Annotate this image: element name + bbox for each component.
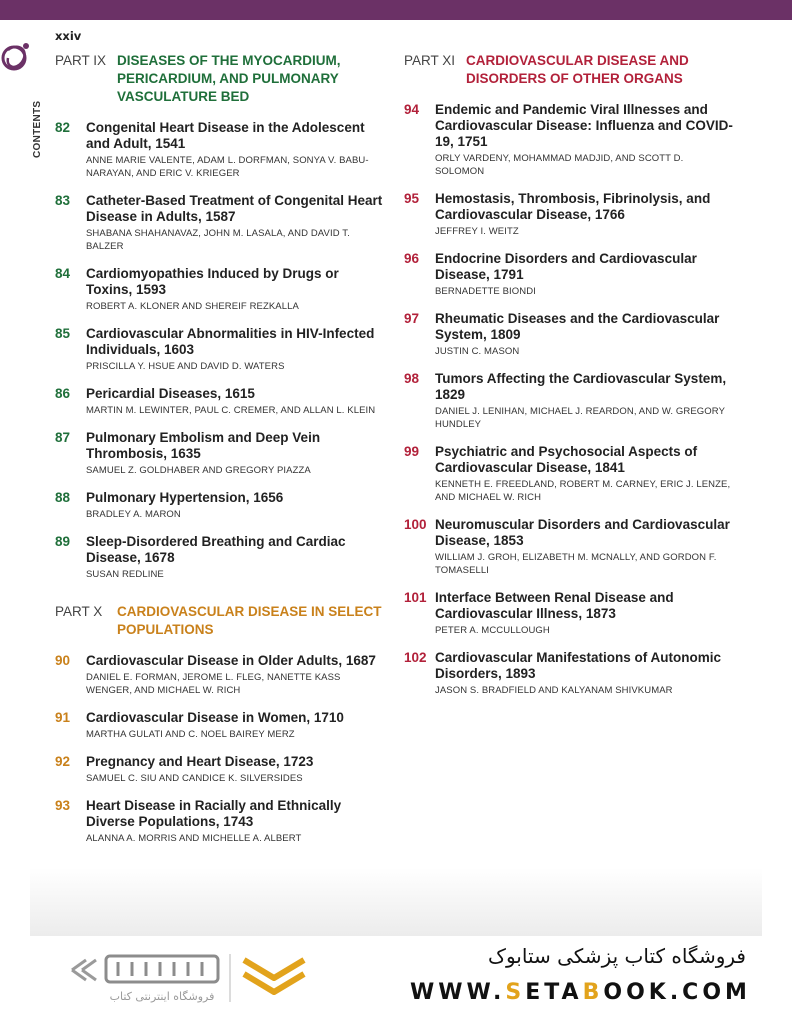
- chapter-authors: DANIEL J. LENIHAN, MICHAEL J. REARDON, AND W. GREGORY HUNDLEY: [435, 406, 725, 430]
- part-label: PART XI: [404, 53, 456, 68]
- chapter-authors: SHABANA SHAHANAVAZ, JOHN M. LASALA, AND DAVID T. BALZER: [86, 228, 350, 252]
- chapter-authors: ORLY VARDENY, MOHAMMAD MADJID, AND SCOTT D. SOLOMON: [435, 153, 684, 177]
- chapter-number: 89: [55, 534, 71, 549]
- toc-entry[interactable]: [55, 534, 385, 581]
- part-ix-header: [55, 52, 385, 106]
- top-color-bar: [0, 0, 792, 20]
- setabook-logo-icon: [62, 948, 312, 1008]
- chapter-number: 84: [55, 266, 71, 281]
- chapter-number: 94: [404, 102, 420, 117]
- part-title: CARDIOVASCULAR DISEASE AND DISORDERS OF OTHER ORGANS: [466, 53, 689, 86]
- store-name: فروشگاه کتاب پزشکی ستابوک: [488, 944, 746, 968]
- toc-entry[interactable]: [55, 386, 385, 417]
- chapter-number: 96: [404, 251, 420, 266]
- chapter-number: 90: [55, 653, 71, 668]
- part-xi-header: [404, 52, 734, 88]
- url-part-highlight: B: [582, 980, 604, 1005]
- chapter-title: Congenital Heart Disease in the Adolescent and Adult, 1541: [86, 120, 365, 151]
- store-url[interactable]: [410, 980, 750, 1005]
- bottom-fade: [30, 868, 762, 936]
- chapter-authors: ANNE MARIE VALENTE, ADAM L. DORFMAN, SONYA V. BABU-NARAYAN, AND ERIC V. KRIEGER: [86, 155, 369, 179]
- chapter-title: Psychiatric and Psychosocial Aspects of Cardiovascular Disease, 1841: [435, 444, 698, 475]
- toc-entry[interactable]: [404, 102, 734, 178]
- chapter-authors: MARTIN M. LEWINTER, PAUL C. CREMER, AND ALLAN L. KLEIN: [86, 405, 376, 416]
- chapter-title: Cardiomyopathies Induced by Drugs or Toxins, 1593: [86, 266, 339, 297]
- toc-entry[interactable]: [404, 590, 734, 637]
- toc-right-column: [404, 52, 734, 710]
- chapter-authors: SUSAN REDLINE: [86, 569, 164, 580]
- chapter-title: Catheter-Based Treatment of Congenital Heart Disease in Adults, 1587: [86, 193, 383, 224]
- chapter-number: 88: [55, 490, 71, 505]
- logo-tagline: فروشگاه اینترنتی کتاب: [109, 990, 215, 1003]
- toc-entry[interactable]: [55, 430, 385, 477]
- toc-entry[interactable]: [55, 120, 385, 180]
- chapter-number: 97: [404, 311, 420, 326]
- toc-entry[interactable]: [55, 653, 385, 697]
- chapter-title: Rheumatic Diseases and the Cardiovascular System, 1809: [435, 311, 720, 342]
- chapter-title: Pulmonary Embolism and Deep Vein Thrombosis, 1635: [86, 430, 321, 461]
- chapter-title: Endemic and Pandemic Viral Illnesses and Cardiovascular Disease: Influenza and COVID-19, 1751: [435, 102, 733, 149]
- toc-entry[interactable]: [55, 798, 385, 845]
- chapter-title: Sleep-Disordered Breathing and Cardiac Disease, 1678: [86, 534, 346, 565]
- chapter-authors: BRADLEY A. MARON: [86, 509, 181, 520]
- toc-entry[interactable]: [404, 251, 734, 298]
- part-label: PART X: [55, 604, 103, 619]
- toc-entry[interactable]: [55, 710, 385, 741]
- part-title: DISEASES OF THE MYOCARDIUM, PERICARDIUM, AND PULMONARY VASCULATURE BED: [117, 53, 341, 104]
- chapter-number: 100: [404, 517, 427, 532]
- chapter-authors: PRISCILLA Y. HSUE AND DAVID D. WATERS: [86, 361, 285, 372]
- chapter-authors: KENNETH E. FREEDLAND, ROBERT M. CARNEY, ERIC J. LENZE, AND MICHAEL W. RICH: [435, 479, 731, 503]
- toc-entry[interactable]: [404, 191, 734, 238]
- chapter-number: 102: [404, 650, 427, 665]
- toc-entry[interactable]: [404, 650, 734, 697]
- chapter-number: 87: [55, 430, 71, 445]
- chapter-title: Tumors Affecting the Cardiovascular System, 1829: [435, 371, 727, 402]
- chapter-authors: MARTHA GULATI AND C. NOEL BAIREY MERZ: [86, 729, 295, 740]
- chapter-number: 82: [55, 120, 71, 135]
- chapter-title: Interface Between Renal Disease and Cardiovascular Illness, 1873: [435, 590, 674, 621]
- chapter-authors: WILLIAM J. GROH, ELIZABETH M. MCNALLY, AND GORDON F. TOMASELLI: [435, 552, 717, 576]
- toc-left-column: [55, 52, 385, 858]
- chapter-title: Cardiovascular Abnormalities in HIV-Infected Individuals, 1603: [86, 326, 375, 357]
- url-part: OOK.COM: [603, 980, 751, 1005]
- chapter-number: 99: [404, 444, 420, 459]
- chapter-authors: BERNADETTE BIONDI: [435, 286, 536, 297]
- chapter-authors: SAMUEL C. SIU AND CANDICE K. SILVERSIDES: [86, 773, 303, 784]
- page-number: xxiv: [55, 29, 82, 43]
- chapter-title: Cardiovascular Disease in Older Adults, 1687: [86, 653, 376, 668]
- side-section-label: CONTENTS: [32, 100, 43, 158]
- chapter-number: 83: [55, 193, 71, 208]
- chapter-title: Pregnancy and Heart Disease, 1723: [86, 754, 314, 769]
- chapter-title: Pulmonary Hypertension, 1656: [86, 490, 284, 505]
- url-part: WWW.: [410, 980, 506, 1005]
- toc-entry[interactable]: [55, 490, 385, 521]
- chapter-authors: PETER A. MCCULLOUGH: [435, 625, 550, 636]
- chapter-authors: ROBERT A. KLONER AND SHEREIF REZKALLA: [86, 301, 299, 312]
- chapter-authors: ALANNA A. MORRIS AND MICHELLE A. ALBERT: [86, 833, 302, 844]
- chapter-title: Cardiovascular Manifestations of Autonomic Disorders, 1893: [435, 650, 722, 681]
- toc-entry[interactable]: [404, 371, 734, 431]
- chapter-title: Heart Disease in Racially and Ethnically Diverse Populations, 1743: [86, 798, 342, 829]
- chapter-number: 101: [404, 590, 427, 605]
- toc-entry[interactable]: [55, 326, 385, 373]
- chapter-title: Pericardial Diseases, 1615: [86, 386, 255, 401]
- toc-entry[interactable]: [404, 517, 734, 577]
- url-part-highlight: S: [505, 980, 526, 1005]
- chapter-number: 91: [55, 710, 71, 725]
- toc-entry[interactable]: [55, 193, 385, 253]
- chapter-number: 93: [55, 798, 71, 813]
- chapter-number: 92: [55, 754, 71, 769]
- chapter-authors: DANIEL E. FORMAN, JEROME L. FLEG, NANETTE KASS WENGER, AND MICHAEL W. RICH: [86, 672, 341, 696]
- chapter-number: 98: [404, 371, 420, 386]
- chapter-title: Endocrine Disorders and Cardiovascular Disease, 1791: [435, 251, 697, 282]
- part-title: CARDIOVASCULAR DISEASE IN SELECT POPULATIONS: [117, 604, 382, 637]
- chapter-number: 95: [404, 191, 420, 206]
- chapter-number: 85: [55, 326, 71, 341]
- book-emblem-icon: [0, 28, 40, 88]
- chapter-authors: SAMUEL Z. GOLDHABER AND GREGORY PIAZZA: [86, 465, 311, 476]
- part-x-header: [55, 603, 385, 639]
- chapter-title: Hemostasis, Thrombosis, Fibrinolysis, and Cardiovascular Disease, 1766: [435, 191, 711, 222]
- url-part: ETA: [525, 980, 583, 1005]
- part-label: PART IX: [55, 53, 107, 68]
- chapter-title: Neuromuscular Disorders and Cardiovascular Disease, 1853: [435, 517, 730, 548]
- chapter-number: 86: [55, 386, 71, 401]
- chapter-authors: JEFFREY I. WEITZ: [435, 226, 519, 237]
- toc-entry[interactable]: [404, 444, 734, 504]
- toc-entry[interactable]: [55, 266, 385, 313]
- chapter-title: Cardiovascular Disease in Women, 1710: [86, 710, 344, 725]
- chapter-authors: JASON S. BRADFIELD AND KALYANAM SHIVKUMAR: [435, 685, 673, 696]
- toc-entry[interactable]: [404, 311, 734, 358]
- chapter-authors: JUSTIN C. MASON: [435, 346, 520, 357]
- toc-entry[interactable]: [55, 754, 385, 785]
